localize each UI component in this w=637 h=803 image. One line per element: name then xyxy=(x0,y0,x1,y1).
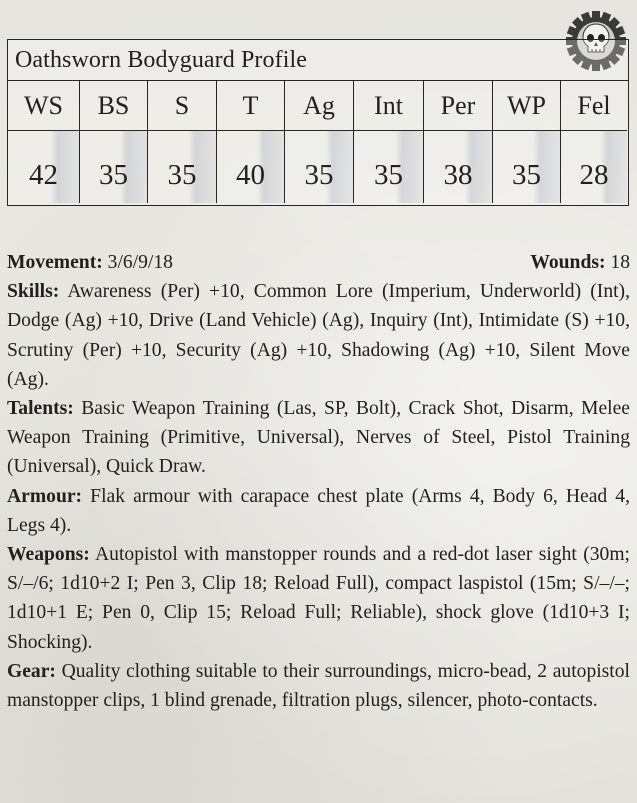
stat-value: 35 xyxy=(80,131,147,203)
stat-column xyxy=(217,81,285,203)
stat-column xyxy=(8,81,80,203)
movement-label: Movement: xyxy=(7,252,103,273)
stat-value: 40 xyxy=(217,131,284,203)
profile-table xyxy=(7,39,629,206)
armour-label: Armour: xyxy=(7,485,83,507)
wounds-label: Wounds: xyxy=(530,252,606,273)
stat-column xyxy=(80,81,148,203)
stat-value: 35 xyxy=(354,131,423,203)
talents-paragraph xyxy=(7,394,630,482)
stat-header: T xyxy=(217,81,284,131)
weapons-text: Autopistol with manstopper rounds and a red-dot laser sight (30m; S/–/6; 1d10+2 I; Pen 3, Clip 18; Reload Full), compact laspistol (15m; S/–/–; 1d10+1 E; Pen 0, Clip 15; Reload Full; Reliable), shock glove (1d10+3 I; Shocking). xyxy=(7,544,630,653)
armour-paragraph xyxy=(7,482,630,540)
skills-paragraph xyxy=(7,277,630,394)
stat-value: 42 xyxy=(8,131,79,203)
stat-column xyxy=(148,81,217,203)
movement-wounds-line xyxy=(7,248,630,277)
stat-column xyxy=(354,81,424,203)
stat-header: BS xyxy=(80,81,147,131)
stat-grid xyxy=(8,81,628,203)
stat-value: 35 xyxy=(493,131,560,203)
gear-paragraph xyxy=(7,657,630,715)
profile-title: Oathsworn Bodyguard Profile xyxy=(8,40,628,81)
stat-value: 35 xyxy=(148,131,216,203)
talents-text: Basic Weapon Training (Las, SP, Bolt), Crack Shot, Disarm, Melee Weapon Training (Primitive, Universal), Nerves of Steel, Pistol Training (Universal), Quick Draw. xyxy=(7,398,630,478)
stat-header: Int xyxy=(354,81,423,131)
gear-text: Quality clothing suitable to their surroundings, micro-bead, 2 autopistol manstopper clips, 1 blind grenade, filtration plugs, silencer, photo-contacts. xyxy=(7,660,630,712)
stat-header: Ag xyxy=(285,81,353,131)
wounds xyxy=(530,248,630,277)
skills-text: Awareness (Per) +10, Common Lore (Imperium, Underworld) (Int), Dodge (Ag) +10, Drive (Land Vehicle) (Ag), Inquiry (Int), Intimidate (S) +10, Scrutiny (Per) +10, Security (Ag) +10, Shadowing (Ag) +10, Silent Move (Ag). xyxy=(7,281,630,390)
stat-header: Fel xyxy=(561,81,627,131)
stat-header: Per xyxy=(424,81,492,131)
stat-column xyxy=(493,81,561,203)
stat-value: 38 xyxy=(424,131,492,203)
weapons-paragraph xyxy=(7,540,630,657)
stat-column xyxy=(424,81,493,203)
talents-label: Talents: xyxy=(7,398,74,420)
stat-column xyxy=(285,81,354,203)
wounds-value: 18 xyxy=(610,252,630,273)
movement xyxy=(7,248,173,277)
stat-header: S xyxy=(148,81,216,131)
weapons-label: Weapons: xyxy=(7,544,90,566)
armour-text: Flak armour with carapace chest plate (Arms 4, Body 6, Head 4, Legs 4). xyxy=(7,485,630,536)
stat-value: 35 xyxy=(285,131,353,203)
stat-value: 28 xyxy=(561,131,627,203)
stat-header: WP xyxy=(493,81,560,131)
skills-label: Skills: xyxy=(7,281,60,303)
profile-details xyxy=(7,248,630,715)
gear-label: Gear: xyxy=(7,660,56,682)
movement-value: 3/6/9/18 xyxy=(107,252,173,273)
stat-column xyxy=(561,81,627,203)
stat-header: WS xyxy=(8,81,79,131)
